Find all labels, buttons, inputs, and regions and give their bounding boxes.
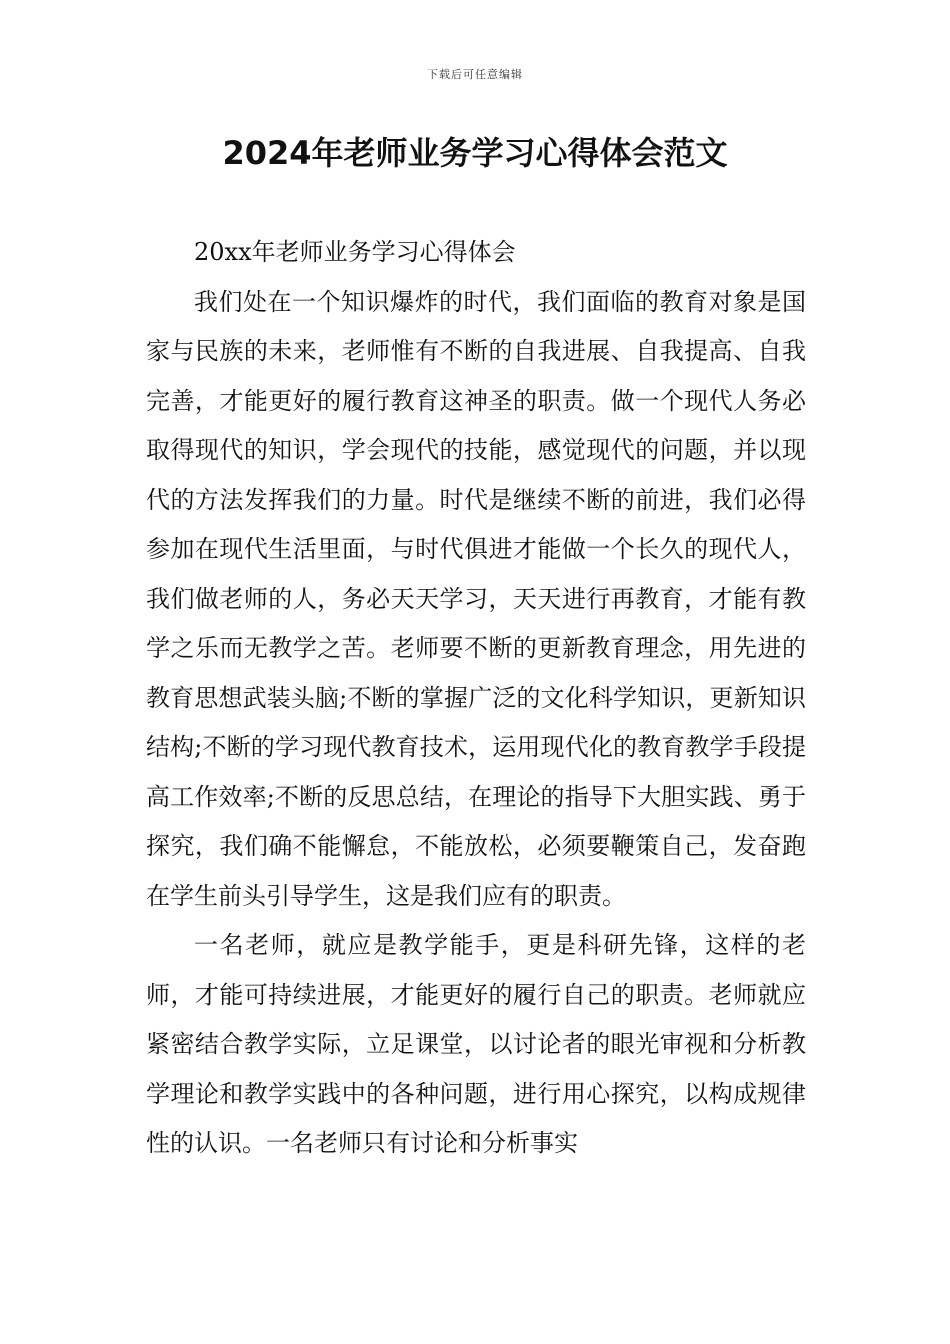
body-paragraph: 我们处在一个知识爆炸的时代，我们面临的教育对象是国家与民族的未来，老师惟有不断的自我进展、自我提高、自我完善，才能更好的履行教育这神圣的职责。做一个现代人务必取得现代的知识，学会现代的技能，感觉现代的问题，并以现代的方法发挥我们的力量。时代是继续不断的前进，我们必得参加在现代生活里面，与时代俱进才能做一个长久的现代人，我们做老师的人，务必天天学习，天天进行再教育，才能有教学之乐而无教学之苦。老师要不断的更新教育理念，用先进的教育思想武装头脑;不断的掌握广泛的文化科学知识，更新知识结构;不断的学习现代教育技术，运用现代化的教育教学手段提高工作效率;不断的反思总结，在理论的指导下大胆实践、勇于探究，我们确不能懈怠，不能放松，必须要鞭策自己，发奋跑在学生前头引导学生，这是我们应有的职责。: [146, 287, 806, 910]
document-body: [146, 228, 806, 1169]
document-title: 2024年老师业务学习心得体会范文: [222, 134, 728, 172]
page-header-note: 下载后可任意编辑: [427, 68, 523, 81]
body-paragraph: 一名老师，就应是教学能手，更是科研先锋，这样的老师，才能可持续进展，才能更好的履行自己的职责。老师就应紧密结合教学实际，立足课堂，以讨论者的眼光审视和分析教学理论和教学实践中的各种问题，进行用心探究，以构成规律性的认识。一名老师只有讨论和分析事实: [146, 931, 806, 1157]
document-subtitle: 20xx年老师业务学习心得体会: [194, 238, 516, 266]
